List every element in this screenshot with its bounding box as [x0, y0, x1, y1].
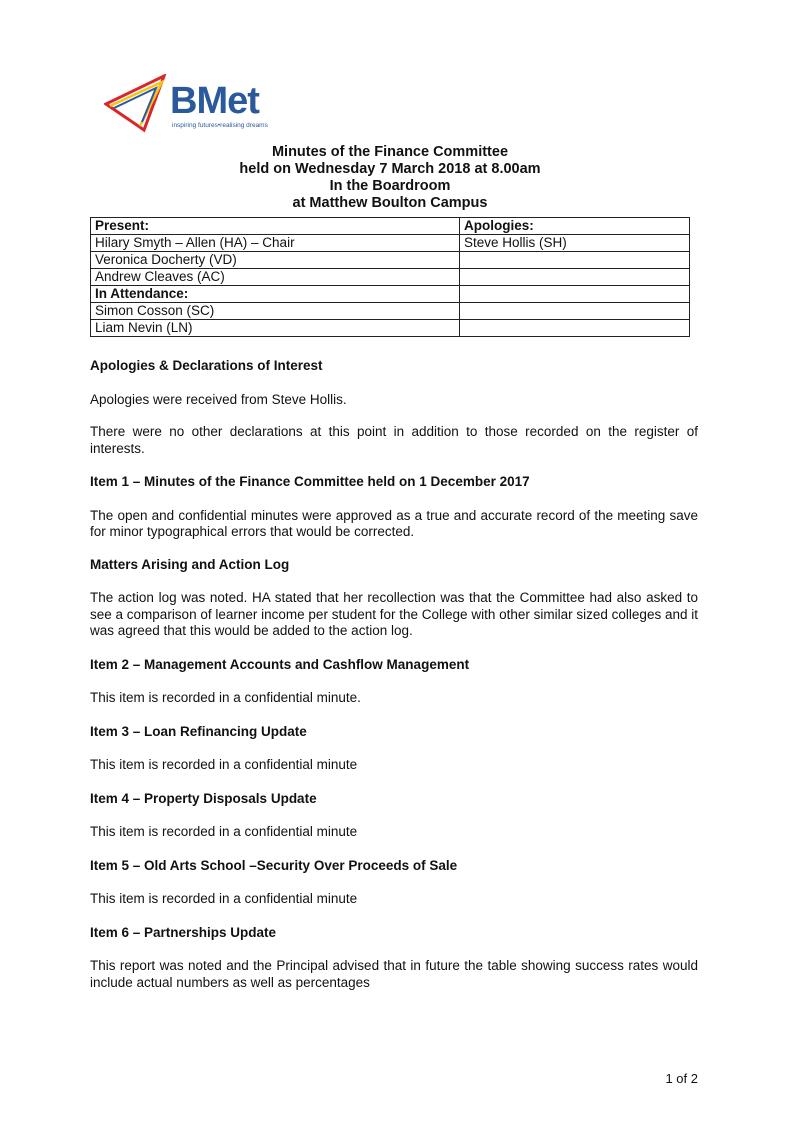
table-row: [91, 303, 690, 320]
attendee-name: Veronica Docherty (VD): [91, 252, 460, 269]
document-title: [90, 144, 690, 212]
item5-text: This item is recorded in a confidential minute: [90, 891, 358, 906]
item5-heading: Item 5 – Old Arts School –Security Over Proceeds of Sale: [90, 857, 458, 873]
item6-text: This report was noted and the Principal advised that in future the table showing success rates would include actual numbers as well as percentages: [90, 958, 698, 990]
logo-tagline: inspiring futures•realising dreams: [172, 122, 268, 129]
apologies-text: Apologies were received from Steve Hollis.: [90, 391, 347, 407]
item1-heading: Item 1 – Minutes of the Finance Committee held on 1 December 2017: [90, 474, 530, 489]
apology-name: [460, 269, 690, 286]
page-number: 1 of 2: [665, 1071, 698, 1086]
item4-heading: Item 4 – Property Disposals Update: [90, 790, 317, 806]
bmet-logo: [104, 74, 314, 134]
apology-name: [460, 320, 690, 337]
attendee-name: Andrew Cleaves (AC): [91, 269, 460, 286]
minutes-body: [90, 358, 698, 991]
attendee-name: Simon Cosson (SC): [91, 303, 460, 320]
table-row: [91, 235, 690, 252]
present-header: Present:: [91, 218, 460, 235]
logo-brand: BMet: [170, 80, 259, 122]
apology-name: [460, 252, 690, 269]
item2-text: This item is recorded in a confidential minute.: [90, 690, 361, 705]
apology-name: [460, 303, 690, 320]
table-row: [91, 320, 690, 337]
title-line-2: held on Wednesday 7 March 2018 at 8.00am: [239, 161, 541, 177]
title-line-1: Minutes of the Finance Committee: [271, 144, 509, 160]
matters-heading: Matters Arising and Action Log: [90, 556, 290, 572]
table-row: [91, 269, 690, 286]
item4-text: This item is recorded in a confidential minute: [90, 824, 358, 839]
item6-heading: Item 6 – Partnerships Update: [90, 924, 277, 940]
declarations-text: There were no other declarations at this point in addition to those recorded on the register of interests.: [90, 424, 698, 456]
title-line-4: at Matthew Boulton Campus: [292, 195, 488, 211]
apologies-heading: Apologies & Declarations of Interest: [90, 358, 323, 373]
matters-text: The action log was noted. HA stated that her recollection was that the Committee had also asked to see a comparison of learner income per student for the College with other similar sized colleges and it was agreed that this would be added to the action log.: [90, 590, 698, 638]
item3-heading: Item 3 – Loan Refinancing Update: [90, 723, 307, 739]
table-row: [91, 252, 690, 269]
item3-text: This item is recorded in a confidential minute: [90, 757, 358, 772]
apologies-header: Apologies:: [460, 218, 690, 235]
attendance-header-row: [91, 218, 690, 235]
bmet-swoosh-icon: [104, 74, 174, 134]
attendee-name: Hilary Smyth – Allen (HA) – Chair: [91, 235, 460, 252]
item1-text: The open and confidential minutes were approved as a true and accurate record of the meeting save for minor typographical errors that would be corrected.: [90, 507, 698, 539]
in-attendance-header: In Attendance:: [91, 286, 460, 303]
attendance-table: [90, 217, 690, 337]
item2-heading: Item 2 – Management Accounts and Cashflow Management: [90, 656, 470, 672]
title-line-3: In the Boardroom: [329, 178, 451, 194]
apology-name: [460, 286, 690, 303]
table-row: [91, 286, 690, 303]
attendee-name: Liam Nevin (LN): [91, 320, 460, 337]
apology-name: Steve Hollis (SH): [460, 235, 690, 252]
